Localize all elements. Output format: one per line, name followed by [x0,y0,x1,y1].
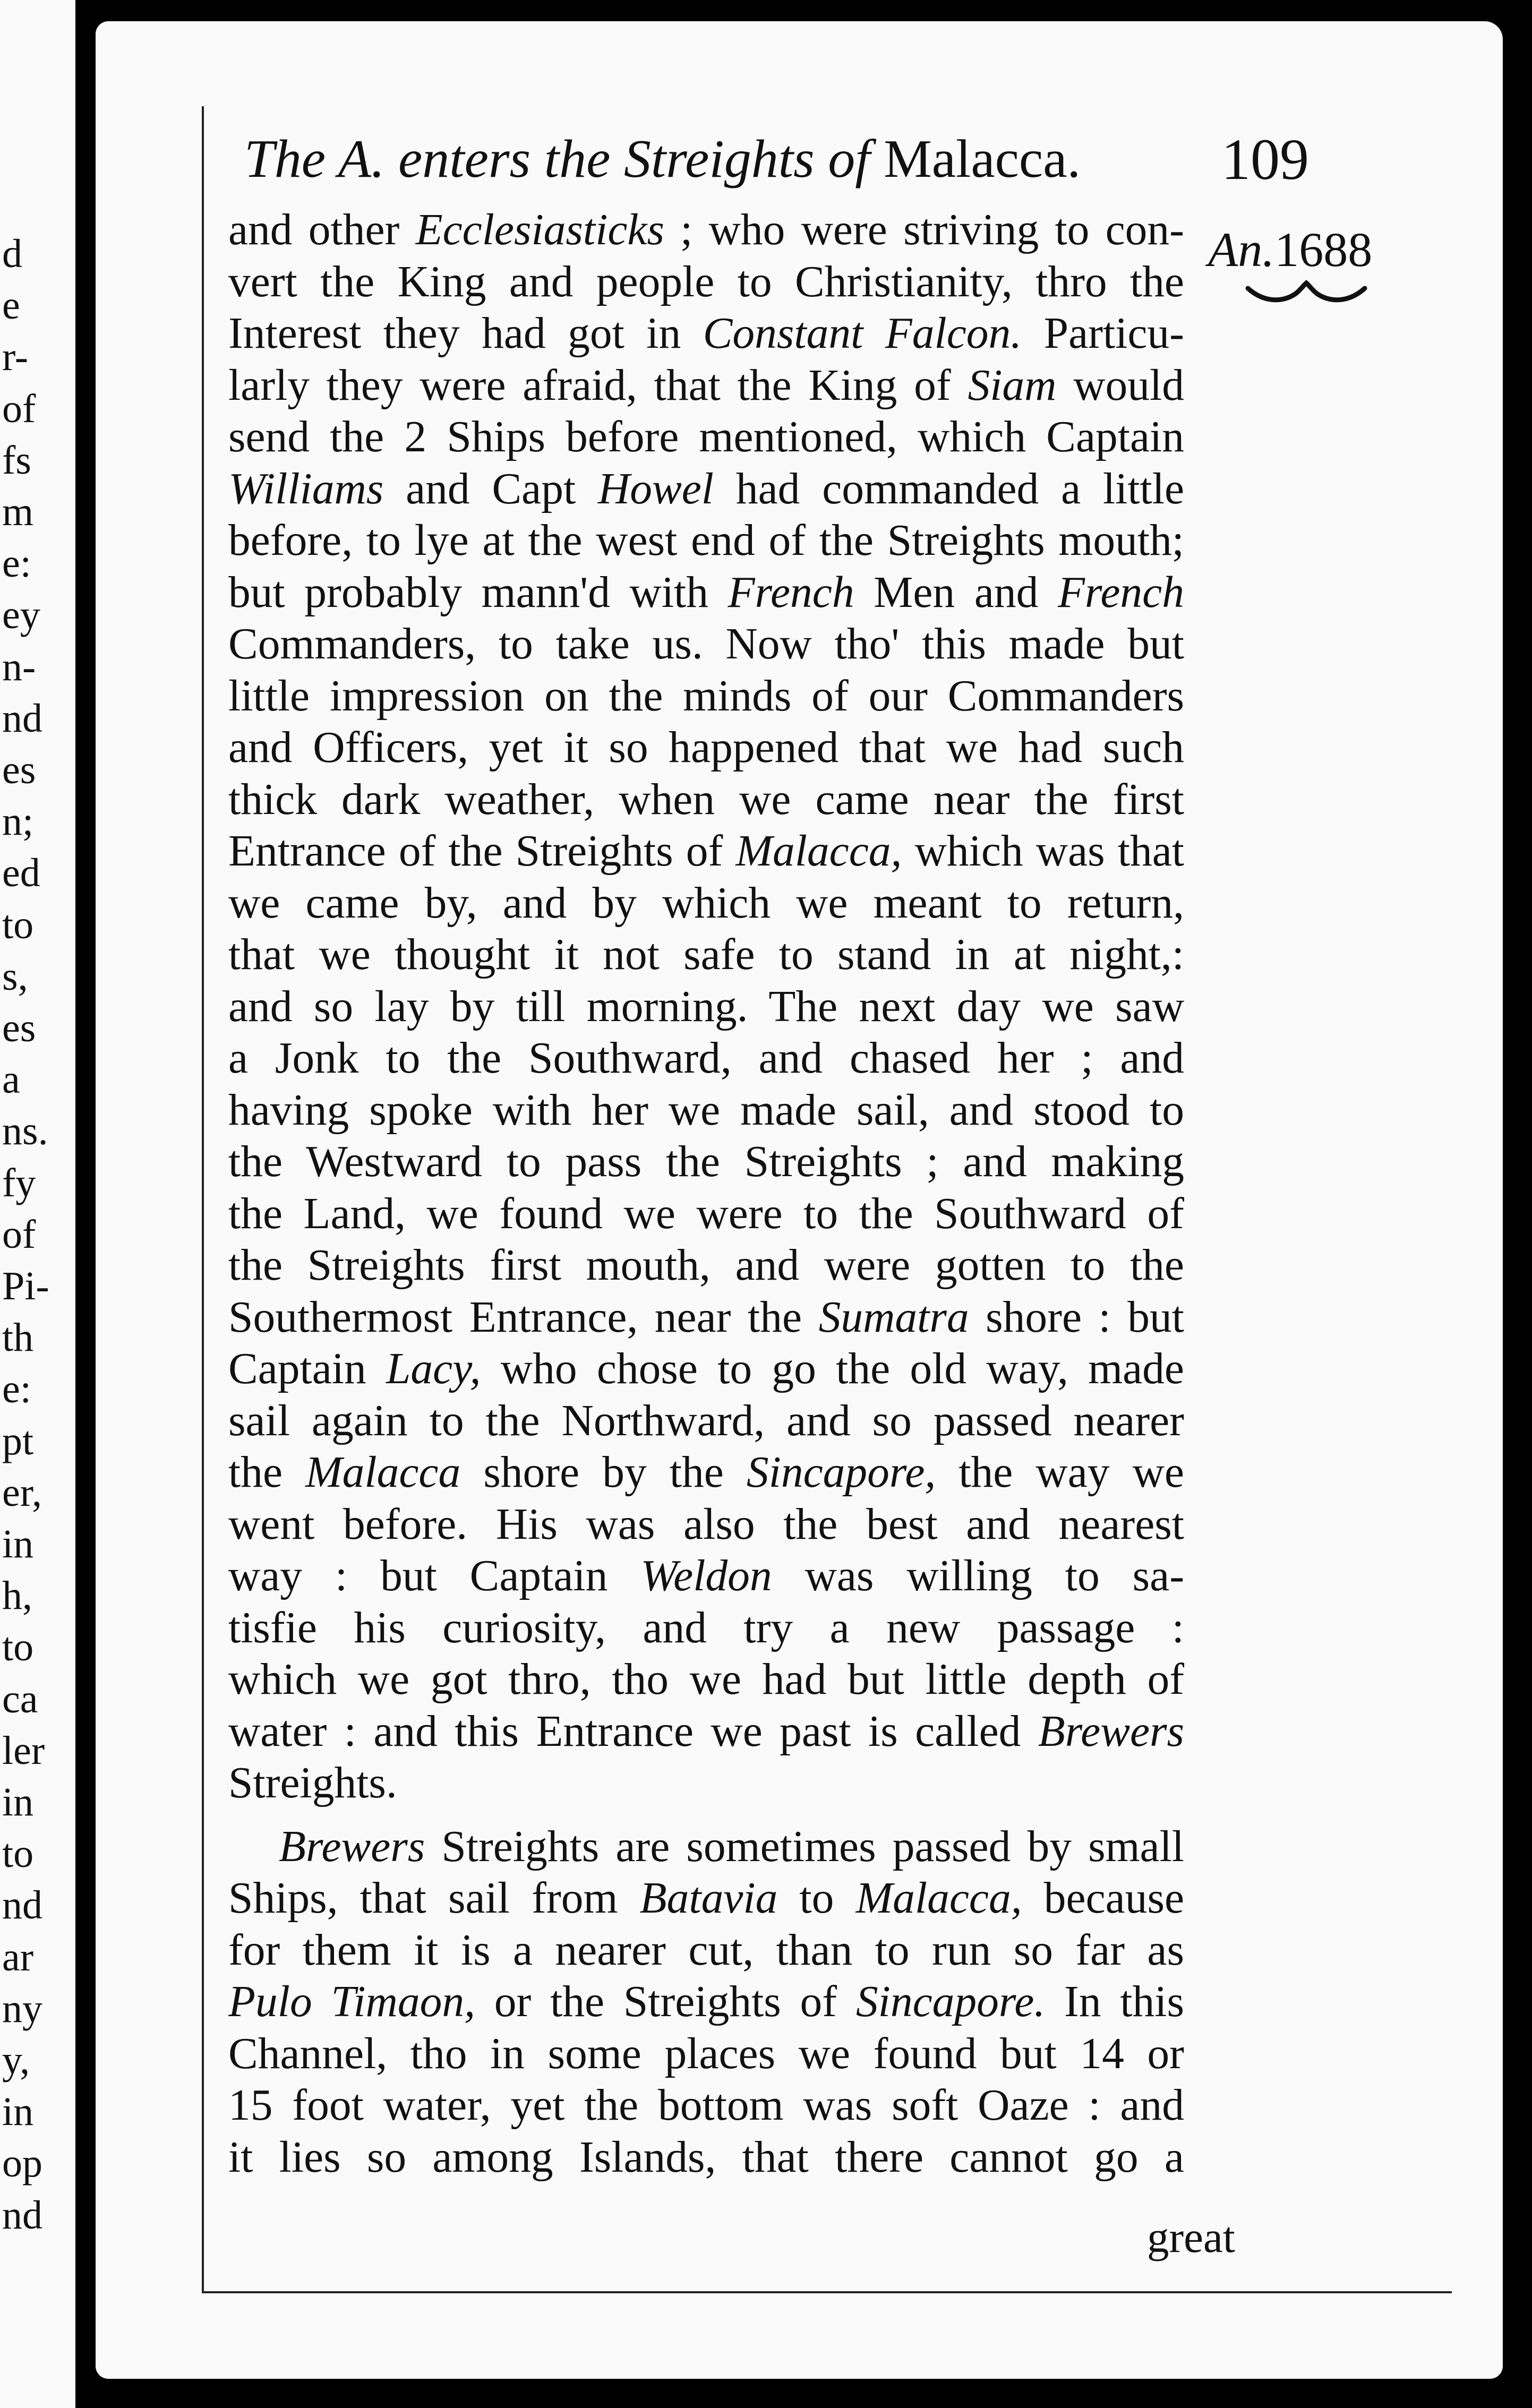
text-segment: Entrance of the Streights of [228,827,736,876]
text-segment: went before. His was also the best and nearest [228,1499,1184,1549]
text-line [228,1925,1184,1977]
facing-page-fragment: nd [2,1883,42,1928]
text-segment: the Westward to pass the Streights ; and making [228,1137,1184,1186]
text-line [228,929,1184,981]
text-segment: Commanders, to take us. Now tho' this made but [228,620,1184,669]
italic-segment: Ecclesiasticks [415,205,664,254]
text-segment: was willing to sa- [772,1552,1184,1600]
margin-year-prefix: An. [1208,222,1275,277]
text-segment: it lies so among Islands, that there cannot go a [228,2132,1184,2182]
page-number: 109 [1221,127,1309,192]
facing-page-fragment: ey [2,593,40,638]
text-line [228,981,1184,1033]
text-segment: the way we [936,1448,1184,1497]
text-segment: because [1022,1874,1184,1923]
italic-segment: Siam [968,361,1057,410]
running-title-place: Malacca. [884,129,1081,189]
text-segment: which was that [902,827,1184,876]
text-line [228,464,1184,516]
text-line [228,1706,1184,1758]
text-line [228,256,1184,309]
italic-segment: Constant Falcon. [703,309,1022,358]
text-line [228,1085,1184,1137]
text-segment: 15 foot water, yet the bottom was soft Oaze : and [228,2081,1184,2130]
facing-page-fragment: d [2,232,22,276]
text-line [228,2028,1184,2080]
facing-page-fragment: n- [2,644,36,689]
facing-page-fragment: pt [2,1418,34,1463]
text-line [228,1188,1184,1240]
text-segment: which we got thro, tho we had but little depth of [228,1655,1184,1704]
text-segment: Interest they had got in [228,309,703,358]
text-segment: to [777,1874,856,1923]
facing-page-fragment: s, [2,954,28,999]
paragraph [228,1821,1184,2184]
text-segment: tisfie his curiosity, and try a new passage : [228,1603,1184,1652]
italic-segment: Pulo Timaon, [228,1977,475,2026]
italic-segment: Williams [228,464,384,513]
text-line [228,1821,1184,1873]
facing-page-fragment: op [2,2141,42,2186]
text-segment: way : but Captain [228,1552,641,1600]
facing-page-fragment: to [2,1831,34,1876]
facing-page-fragment: fy [2,1160,36,1205]
text-line [228,515,1184,567]
text-segment: little impression on the minds of our Commanders [228,671,1184,721]
facing-page-fragment: in [2,1522,34,1566]
running-title-italic: The A. enters the Streights of [244,129,870,189]
text-line [228,1136,1184,1188]
text-segment: or the Streights of [475,1977,856,2026]
text-segment: we came by, and by which we meant to return, [228,878,1184,928]
facing-page-fragment: nd [2,2192,42,2238]
text-segment: the [228,1448,306,1497]
text-segment: larly they were afraid, that the King of [228,361,968,410]
text-segment: would [1056,361,1184,410]
facing-page-fragment: n; [2,799,34,844]
body-text [228,204,1184,2183]
text-segment: had commanded a little [714,464,1184,513]
text-segment: before, to lye at the west end of the Streights mouth; [228,516,1184,565]
facing-page-fragment: nd [2,696,42,741]
text-segment: Streights are sometimes passed by small [425,1822,1184,1871]
text-line [228,1873,1184,1925]
text-line [228,2132,1184,2184]
text-line [228,1240,1184,1292]
facing-page-fragment: y, [2,2038,30,2083]
text-line [228,1758,1184,1810]
text-segment: shore : but [969,1292,1184,1342]
facing-page-fragment: es [2,1006,36,1050]
text-segment: Southermost Entrance, near the [228,1292,819,1342]
text-segment: Captain [228,1344,386,1393]
italic-segment: Brewers [1038,1707,1184,1756]
facing-page-fragment: th [2,1315,34,1360]
text-line [228,1499,1184,1551]
text-line [228,1654,1184,1706]
facing-page-fragment: e: [2,1367,31,1412]
facing-page-fragment: ny [2,1986,42,2031]
text-line [228,360,1184,412]
italic-segment: Malacca, [735,827,902,876]
text-line [228,671,1184,723]
facing-page-fragment: er, [2,1470,42,1515]
italic-segment: Sumatra [818,1292,969,1342]
text-segment: but probably mann'd with [228,568,728,617]
facing-page-fragment: to [2,1625,34,1670]
facing-page-fragment: m [2,490,34,534]
facing-page-fragment: of [2,1212,36,1257]
facing-page-fragment: in [2,1780,34,1824]
text-segment: and Capt [383,464,598,513]
facing-page-fragment: e: [2,541,31,586]
italic-segment: French [728,568,854,617]
text-segment: who chose to go the old way, made [481,1344,1184,1393]
running-header [244,119,1243,199]
facing-page-fragment: e [2,283,20,328]
text-segment: Ships, that sail from [228,1874,640,1923]
text-line [228,1395,1184,1447]
italic-segment: Brewers [279,1822,425,1871]
margin-year-note [1208,220,1372,279]
italic-segment: French [1057,568,1184,617]
text-segment: sail again to the Northward, and so passed nearer [228,1396,1184,1445]
text-segment: Streights. [228,1759,397,1807]
text-segment: shore by the [460,1448,747,1497]
facing-page-fragment: ler [2,1728,45,1773]
text-segment: that we thought it not safe to stand in at night,: [228,930,1184,979]
book-page [96,21,1503,2379]
paragraph [228,204,1184,1810]
facing-page-fragment: ca [2,1676,38,1721]
italic-segment: Weldon [640,1552,772,1600]
catchword: great [1147,2213,1235,2261]
facing-page-fragment: ns. [2,1109,48,1154]
text-segment: and other [228,205,416,254]
text-segment: Channel, tho in some places we found but 14 or [228,2029,1184,2078]
text-line [228,774,1184,826]
margin-year-value: 1688 [1274,222,1373,277]
italic-segment: Lacy, [386,1344,481,1393]
facing-page-fragment: Pi- [2,1264,49,1308]
text-line [228,204,1184,256]
facing-page-fragment: ar [2,1934,34,1979]
italic-segment: Malacca [305,1448,461,1497]
text-segment: vert the King and people to Christianity, thro the [228,257,1184,306]
text-segment: a Jonk to the Southward, and chased her ; and [228,1034,1184,1083]
facing-page-fragment: in [2,2089,34,2135]
text-segment: Men and [854,568,1058,617]
facing-page-fragment: r- [2,335,29,380]
facing-page-fragment: a [2,1057,20,1102]
text-line [228,1550,1184,1603]
italic-segment: Sincapore. [855,1977,1046,2026]
text-line [228,308,1184,360]
text-line [228,1603,1184,1655]
text-line [228,2080,1184,2132]
text-segment: In this [1045,1977,1184,2026]
text-line [228,1447,1184,1499]
facing-page-fragment: es [2,748,36,792]
facing-page-fragment: h, [2,1573,32,1618]
italic-segment: Batavia [639,1874,778,1923]
text-segment: thick dark weather, when we came near the first [228,775,1184,824]
text-segment: Particu- [1022,309,1184,358]
text-line [228,1292,1184,1344]
text-line [228,826,1184,878]
text-segment: for them it is a nearer cut, than to run so far as [228,1925,1184,1975]
text-segment: the Streights first mouth, and were gotten to the [228,1241,1184,1290]
ornamental-brace-icon [1245,279,1367,311]
text-line [228,1976,1184,2028]
facing-page-edge [0,0,75,2408]
text-line [228,722,1184,774]
text-segment: and so lay by till morning. The next day we saw [228,982,1184,1031]
facing-page-fragment: fs [2,438,31,483]
facing-page-fragment: to [2,902,34,947]
text-line [228,619,1184,671]
text-line [228,1343,1184,1395]
text-segment: water : and this Entrance we past is called [228,1707,1038,1756]
text-line [228,412,1184,464]
facing-page-fragment: ed [2,851,40,896]
text-segment: send the 2 Ships before mentioned, which Captain [228,413,1184,461]
text-line [228,567,1184,619]
text-segment: ; who were striving to con- [664,205,1184,254]
text-segment: the Land, we found we were to the Southward of [228,1189,1184,1238]
facing-page-fragment: of [2,386,36,431]
text-line [228,878,1184,930]
text-segment: having spoke with her we made sail, and stood to [228,1085,1184,1135]
text-segment: and Officers, yet it so happened that we had such [228,723,1184,772]
text-line [228,1033,1184,1085]
paragraph-gap [228,1810,1184,1821]
italic-segment: Sincapore, [746,1448,936,1497]
italic-segment: Howel [598,464,714,513]
italic-segment: Malacca, [855,1874,1022,1923]
